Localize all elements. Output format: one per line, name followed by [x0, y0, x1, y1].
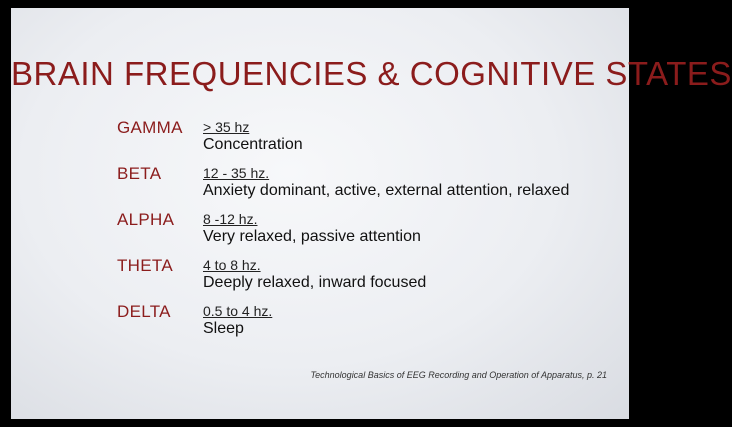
slide	[11, 8, 732, 419]
band-frequency: 0.5 to 4 hz.	[203, 303, 273, 319]
list-item-delta	[117, 302, 617, 348]
band-description: Sleep	[203, 320, 244, 337]
list-item-gamma	[117, 118, 617, 164]
slide-title: BRAIN FREQUENCIES & COGNITIVE STATES	[11, 55, 732, 92]
band-name: THETA	[117, 256, 173, 275]
list-item-beta	[117, 164, 617, 210]
band-frequency: 8 -12 hz.	[203, 211, 258, 227]
frequency-list	[117, 118, 617, 348]
citation: Technological Basics of EEG Recording and Operation of Apparatus, p. 21	[310, 370, 607, 380]
list-item-alpha	[117, 210, 617, 256]
band-description: Very relaxed, passive attention	[203, 228, 421, 245]
band-name: GAMMA	[117, 118, 183, 137]
band-name: ALPHA	[117, 210, 175, 229]
band-frequency: 12 - 35 hz.	[203, 165, 270, 181]
band-description: Anxiety dominant, active, external attention, relaxed	[203, 182, 570, 199]
band-description: Concentration	[203, 136, 303, 153]
band-frequency: 4 to 8 hz.	[203, 257, 261, 273]
band-name: DELTA	[117, 302, 171, 321]
band-frequency: > 35 hz	[203, 119, 250, 135]
list-item-theta	[117, 256, 617, 302]
band-name: BETA	[117, 164, 162, 183]
band-description: Deeply relaxed, inward focused	[203, 274, 427, 291]
